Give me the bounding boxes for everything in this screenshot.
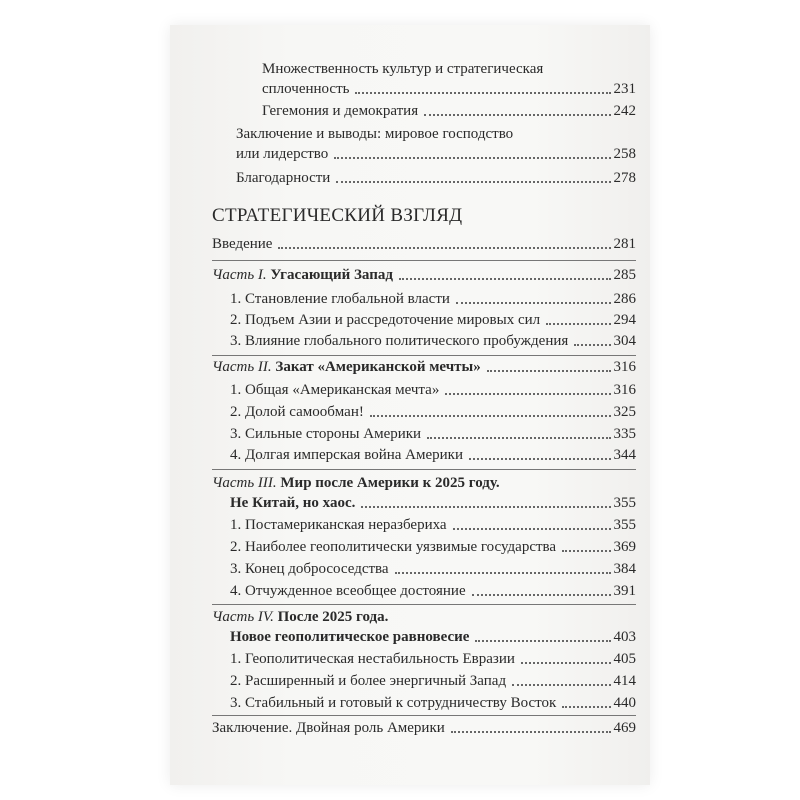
leader-dots [399,278,611,280]
part-title: После 2025 года. [277,609,389,625]
page-number: 440 [613,695,636,711]
page-number: 242 [613,103,636,119]
divider [212,604,636,605]
leader-dots [334,157,610,159]
chapter-title: 2. Долой самообман! [230,404,364,420]
part-title: Угасающий Запад [270,267,393,283]
part-label: Часть IV. [212,609,274,625]
toc-entry-title: Гегемония и демократия [262,103,419,119]
toc-chapter [230,403,636,421]
toc-part-3-heading [212,474,500,492]
chapter-title: 3. Стабильный и готовый к сотрудничеству Восток [230,695,557,711]
leader-dots [370,415,611,417]
divider [212,260,636,261]
page-number: 258 [613,146,636,162]
toc-chapter [230,672,636,690]
chapter-title: 1. Общая «Американская мечта» [230,382,440,398]
toc-entry-title: или лидерство [236,146,329,162]
toc-entry-title: Заключение и выводы: мировое господство [236,126,514,142]
divider [212,715,636,716]
leader-dots [472,594,611,596]
page-number: 344 [613,447,636,463]
page-number: 231 [613,81,636,97]
toc-chapter [230,538,636,556]
toc-part-4-heading [212,608,388,626]
leader-dots [445,393,610,395]
leader-dots [512,684,610,686]
toc-chapter [230,694,636,712]
leader-dots [427,437,610,439]
leader-dots [355,92,610,94]
leader-dots [395,572,611,574]
chapter-title: 2. Подъем Азии и рассредоточение мировых сил [230,312,541,328]
leader-dots [336,181,610,183]
page-number: 414 [613,673,636,689]
divider [212,469,636,470]
part-label: Часть II. [212,359,272,375]
divider [212,355,636,356]
chapter-title: 1. Становление глобальной власти [230,291,450,307]
toc-chapter [230,332,636,350]
toc-entry [236,169,636,187]
page-number: 304 [613,333,636,349]
toc-part-4 [230,628,636,646]
page-number: 286 [613,291,636,307]
leader-dots [487,370,611,372]
toc-chapter [230,425,636,443]
leader-dots [456,302,611,304]
toc-part-3 [230,494,636,512]
leader-dots [546,323,610,325]
page-number: 391 [613,583,636,599]
toc-part-2 [212,358,636,376]
leader-dots [361,506,610,508]
page-number: 355 [613,517,636,533]
chapter-title: 2. Наиболее геополитически уязвимые государства [230,539,557,555]
chapter-title: 2. Расширенный и более энергичный Запад [230,673,507,689]
toc-chapter [230,290,636,308]
page-number: 384 [613,561,636,577]
toc-chapter [230,516,636,534]
page-number: 355 [613,495,636,511]
part-title: Новое геополитическое равновесие [230,629,470,645]
toc-chapter [230,446,636,464]
page-number: 294 [613,312,636,328]
part-title: Закат «Американской мечты» [275,359,481,375]
toc-entry-title: Множественность культур и стратегическая [262,61,544,77]
toc-chapter [230,582,636,600]
chapter-title: 3. Конец добрососедства [230,561,389,577]
toc-entry-title: Благодарности [236,170,331,186]
leader-dots [451,731,611,733]
page-number: 405 [613,651,636,667]
toc-chapter [230,381,636,399]
page-number: 335 [613,426,636,442]
toc-chapter [230,650,636,668]
leader-dots [424,114,610,116]
leader-dots [521,662,611,664]
page-number: 278 [613,170,636,186]
page-number: 325 [613,404,636,420]
toc-entry [262,80,636,98]
page-number: 369 [613,539,636,555]
page-number: 469 [613,720,636,736]
page-number: 316 [613,359,636,375]
page-number: 281 [613,236,636,252]
chapter-title: 1. Постамериканская неразбериха [230,517,447,533]
part-label: Часть I. [212,267,267,283]
leader-dots [453,528,611,530]
toc-entry-title: сплоченность [262,81,350,97]
toc-entry-title: Введение [212,236,273,252]
page-number: 285 [613,267,636,283]
leader-dots [562,706,610,708]
toc-entry-title: Заключение. Двойная роль Америки [212,720,445,736]
toc-chapter [230,311,636,329]
leader-dots [574,344,610,346]
chapter-title: 3. Влияние глобального политического пробуждения [230,333,569,349]
toc-entry-intro [212,235,636,253]
part-title: Мир после Америки к 2025 году. [280,475,500,491]
page-number: 403 [613,629,636,645]
toc-entry-conclusion [212,719,636,737]
part-label: Часть III. [212,475,277,491]
leader-dots [469,458,611,460]
chapter-title: 4. Долгая имперская война Америки [230,447,463,463]
leader-dots [562,550,610,552]
part-title: Не Китай, но хаос. [230,495,356,511]
toc-chapter [230,560,636,578]
toc-entry [262,102,636,120]
chapter-title: 1. Геополитическая нестабильность Евразии [230,651,515,667]
section-heading: СТРАТЕГИЧЕСКИЙ ВЗГЛЯД [212,205,463,226]
toc-entry [236,145,636,163]
toc-part-1 [212,266,636,284]
chapter-title: 4. Отчужденное всеобщее достояние [230,583,466,599]
page-number: 316 [613,382,636,398]
leader-dots [278,247,610,249]
leader-dots [475,640,610,642]
chapter-title: 3. Сильные стороны Америки [230,426,422,442]
